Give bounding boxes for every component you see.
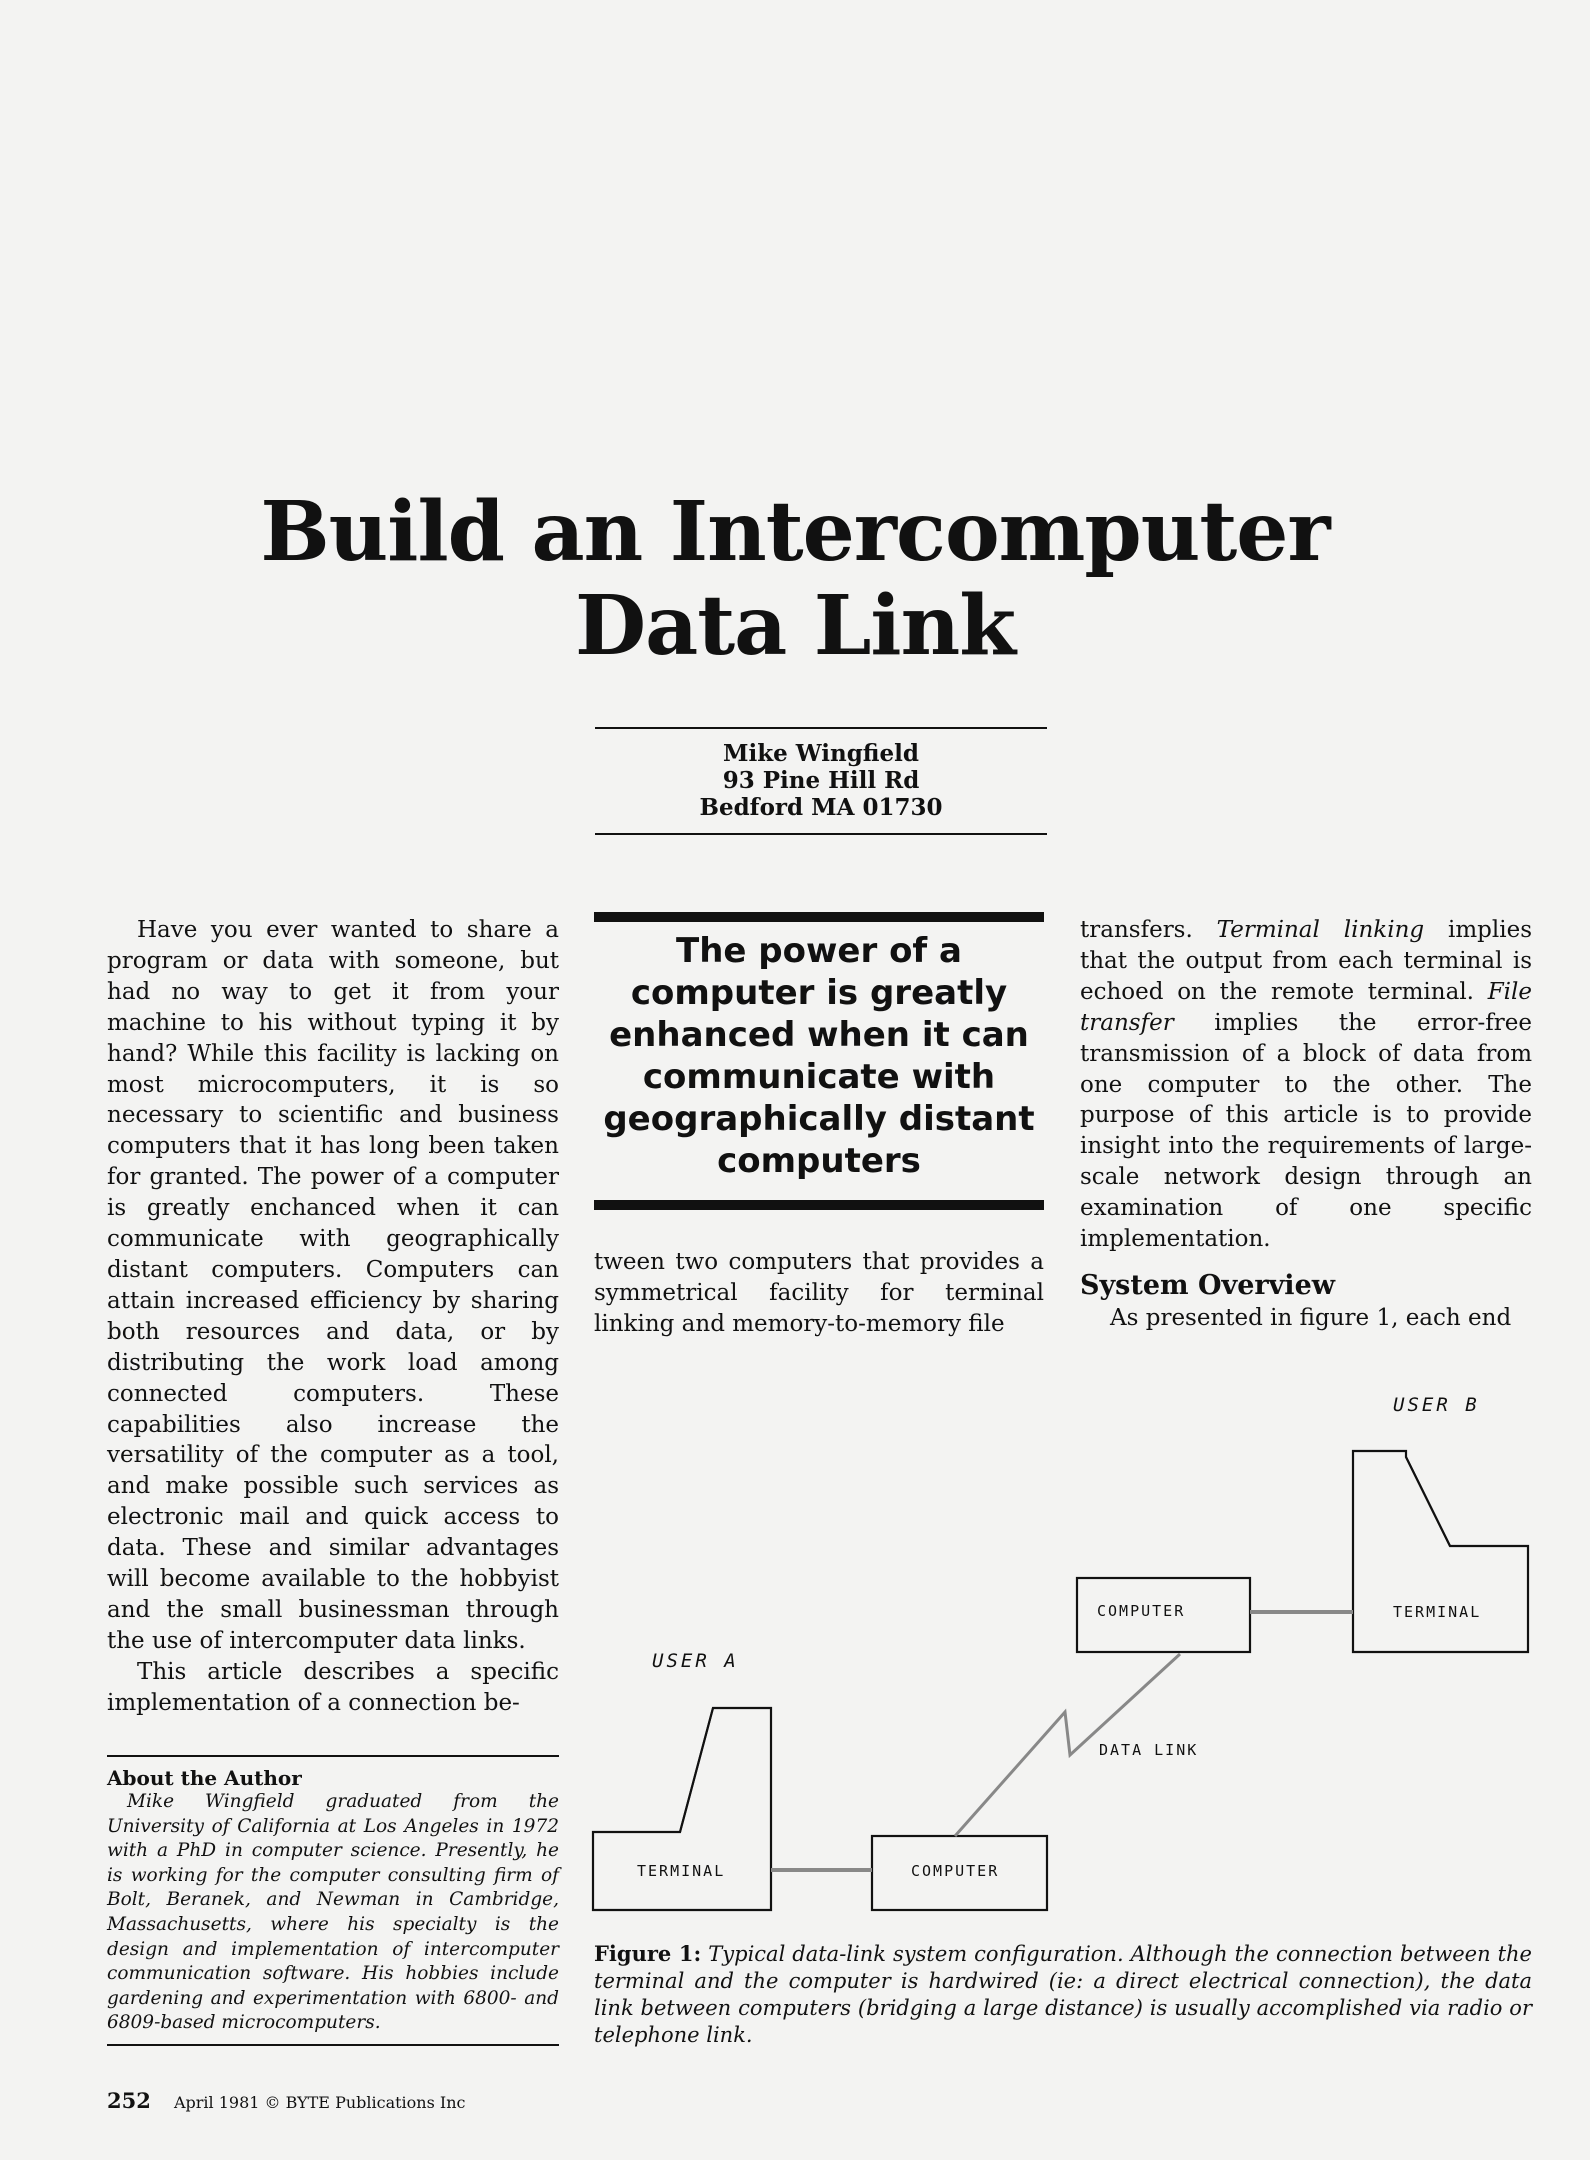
body-paragraph-transfers [1080, 915, 1532, 1255]
figure-caption-text: Typical data-link system configuration. Although the connection between the terminal and the computer is hardwired (ie: a direct electrical connection), the data link between computers (bridging a large distance) is usually accomplished via radio or telephone link. [594, 1942, 1532, 2047]
page-number: 252 [107, 2088, 151, 2113]
article-title [0, 485, 1590, 673]
byline [595, 740, 1047, 821]
body-paragraph-intro: Have you ever wanted to share a program or data with someone, but had no way to get it from your machine to his without typing it by hand? While this facility is lacking on most microcomputers, it is so necessary to scientific and business computers that it has long been taken for granted. The power of a computer is greatly enchanced when it can communicate with geographically distant computers. Computers can attain increased efficiency by sharing both resources and data, or by distributing the work load among connected computers. These capabilities also increase the versatility of the computer as a tool, and make possible such services as electronic mail and quick access to data. These and similar advantages will become available to the hobbyist and the small businessman through the use of intercomputer data links. [107, 917, 559, 1654]
pull-quote-bottom-bar [594, 1200, 1044, 1210]
about-bottom-rule [107, 2044, 559, 2046]
pull-quote-top-bar [594, 912, 1044, 922]
author-street: 93 Pine Hill Rd [722, 767, 920, 794]
about-author [107, 1766, 559, 2036]
author-city: Bedford MA 01730 [699, 794, 943, 821]
terminal-b-label: TERMINAL [1393, 1603, 1482, 1621]
figure-diagram [580, 1380, 1540, 1940]
body-paragraph-continued: tween two computers that provides a symmetrical facility for terminal linking and memory-to-memory file [594, 1249, 1044, 1337]
term-terminal-linking: Terminal linking [1216, 917, 1425, 943]
text-span: transfers. [1080, 917, 1217, 943]
article-title-line1: Build an Intercomputer [260, 484, 1330, 580]
page-footer [107, 2088, 465, 2113]
term-file-transfer: File transfer [1080, 978, 1532, 1036]
figure-caption [594, 1940, 1532, 2049]
data-link-label: DATA LINK [1099, 1741, 1199, 1759]
terminal-a-screen-edge [680, 1708, 713, 1832]
body-column-2 [594, 1247, 1044, 1340]
body-column-3 [1080, 915, 1532, 1334]
byline-bottom-rule [595, 833, 1047, 835]
author-name: Mike Wingfield [723, 740, 919, 767]
body-column-1 [107, 915, 559, 1719]
text-span: implies that the output from each terminal is echoed on the remote terminal. [1080, 917, 1532, 1005]
terminal-b-screen-edge [1406, 1457, 1450, 1546]
body-paragraph-overview: As presented in figure 1, each end [1110, 1304, 1512, 1331]
figure-caption-label: Figure 1: [594, 1941, 702, 1966]
user-b-label: USER B [1393, 1394, 1480, 1416]
computer-b-label: COMPUTER [1097, 1602, 1186, 1620]
about-author-heading: About the Author [107, 1766, 302, 1790]
terminal-a-label: TERMINAL [637, 1862, 726, 1880]
article-title-line2: Data Link [574, 578, 1016, 674]
computer-a-label: COMPUTER [911, 1862, 1000, 1880]
terminal-b-shape [1353, 1451, 1528, 1652]
section-heading: System Overview [1080, 1269, 1335, 1301]
text-span: implies the error-free transmission of a block of data from one computer to the other. The purpose of this article is to provide insight into the requirements of large-scale network design through an examination of one specific implementation. [1080, 1009, 1532, 1253]
about-top-rule [107, 1755, 559, 1757]
body-paragraph-implementation: This article describes a specific implementation of a connection be- [107, 1658, 559, 1716]
user-a-label: USER A [652, 1650, 739, 1672]
byline-top-rule [595, 727, 1047, 729]
publication-line: April 1981 © BYTE Publications Inc [173, 2093, 466, 2112]
pull-quote: The power of a computer is greatly enhanced when it can communicate with geographically distant computers [603, 931, 1035, 1181]
about-author-text: Mike Wingfield graduated from the University of California at Los Angeles in 1972 with a PhD in computer science. Presently, he is working for the computer consulting firm of Bolt, Beranek, and Newman in Cambridge, Massachusetts, where his specialty is the design and implementation of intercomputer communication software. His hobbies include gardening and experimentation with 6800- and 6809-based microcomputers. [107, 1791, 559, 2034]
